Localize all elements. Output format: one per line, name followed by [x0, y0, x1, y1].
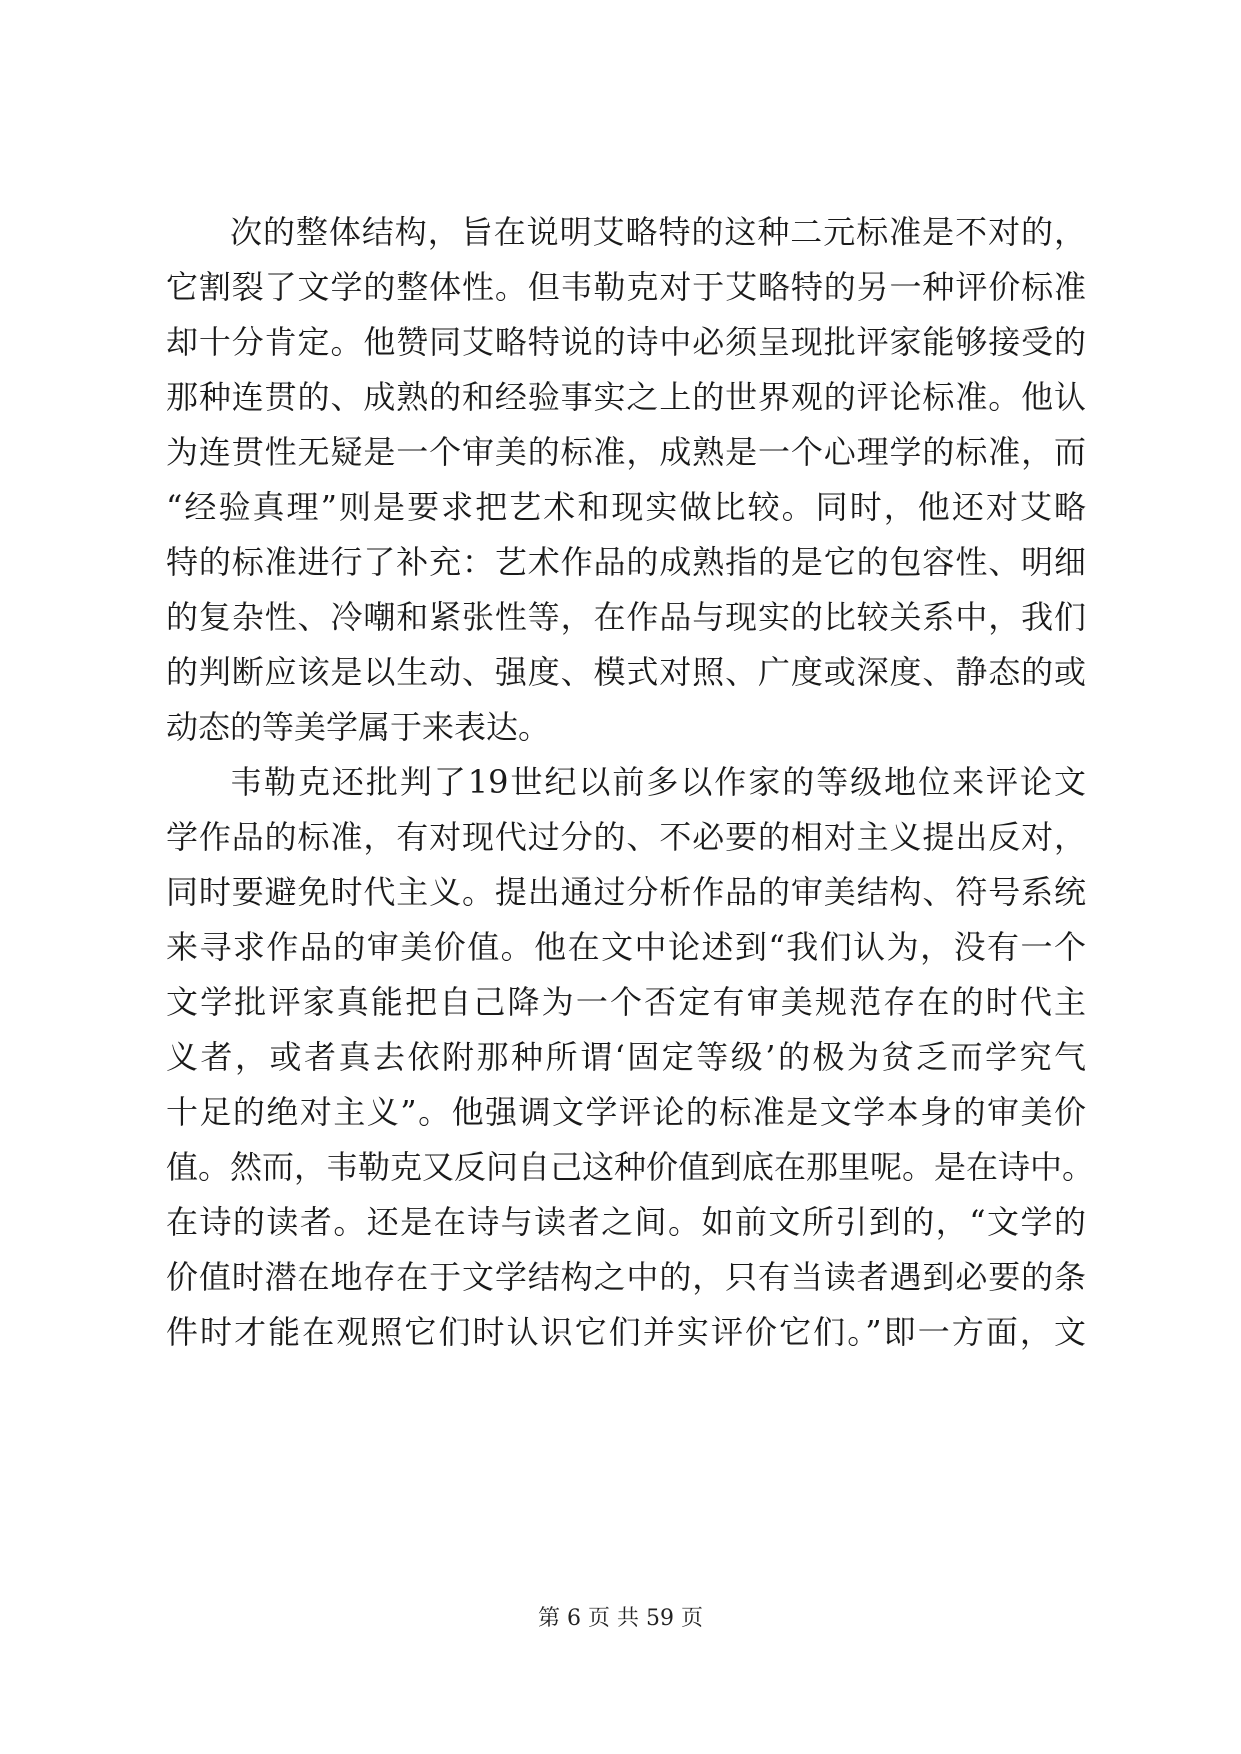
text-line: 特的标准进行了补充：艺术作品的成熟指的是它的包容性、明细 [166, 543, 1086, 581]
text-line: 件时才能在观照它们时认识它们并实评价它们。”即一方面，文 [166, 1313, 1086, 1351]
text-line: 它割裂了文学的整体性。但韦勒克对于艾略特的另一种评价标准 [166, 268, 1086, 306]
text-line: 却十分肯定。他赞同艾略特说的诗中必须呈现批评家能够接受的 [166, 323, 1086, 361]
text-line: 值。然而，韦勒克又反问自己这种价值到底在那里呢。是在诗中。 [166, 1148, 1095, 1186]
text-line: 次的整体结构，旨在说明艾略特的这种二元标准是不对的， [230, 213, 1086, 251]
text-line: “经验真理”则是要求把艺术和现实做比较。同时，他还对艾略 [166, 488, 1086, 526]
text-line: 来寻求作品的审美价值。他在文中论述到“我们认为，没有一个 [166, 928, 1086, 966]
text-line: 同时要避免时代主义。提出通过分析作品的审美结构、符号系统 [166, 873, 1086, 911]
text-line: 价值时潜在地存在于文学结构之中的，只有当读者遇到必要的条 [166, 1258, 1086, 1296]
text-line: 动态的等美学属于来表达。 [166, 708, 551, 746]
text-line: 为连贯性无疑是一个审美的标准，成熟是一个心理学的标准，而 [166, 433, 1086, 471]
text-line: 那种连贯的、成熟的和经验事实之上的世界观的评论标准。他认 [166, 378, 1086, 416]
text-line: 在诗的读者。还是在诗与读者之间。如前文所引到的，“文学的 [166, 1203, 1086, 1241]
text-line: 的复杂性、冷嘲和紧张性等，在作品与现实的比较关系中，我们 [166, 598, 1086, 636]
page-footer: 第 6 页 共 59 页 [538, 1606, 703, 1631]
text-line: 的判断应该是以生动、强度、模式对照、广度或深度、静态的或 [166, 653, 1086, 691]
text-line: 十足的绝对主义”。他强调文学评论的标准是文学本身的审美价 [166, 1093, 1086, 1131]
text-line: 文学批评家真能把自己降为一个否定有审美规范存在的时代主 [166, 983, 1086, 1021]
text-line: 义者，或者真去依附那种所谓‘固定等级’的极为贫乏而学究气 [166, 1038, 1086, 1076]
text-line: 韦勒克还批判了19世纪以前多以作家的等级地位来评论文 [230, 763, 1086, 801]
text-line: 学作品的标准，有对现代过分的、不必要的相对主义提出反对， [166, 818, 1086, 856]
